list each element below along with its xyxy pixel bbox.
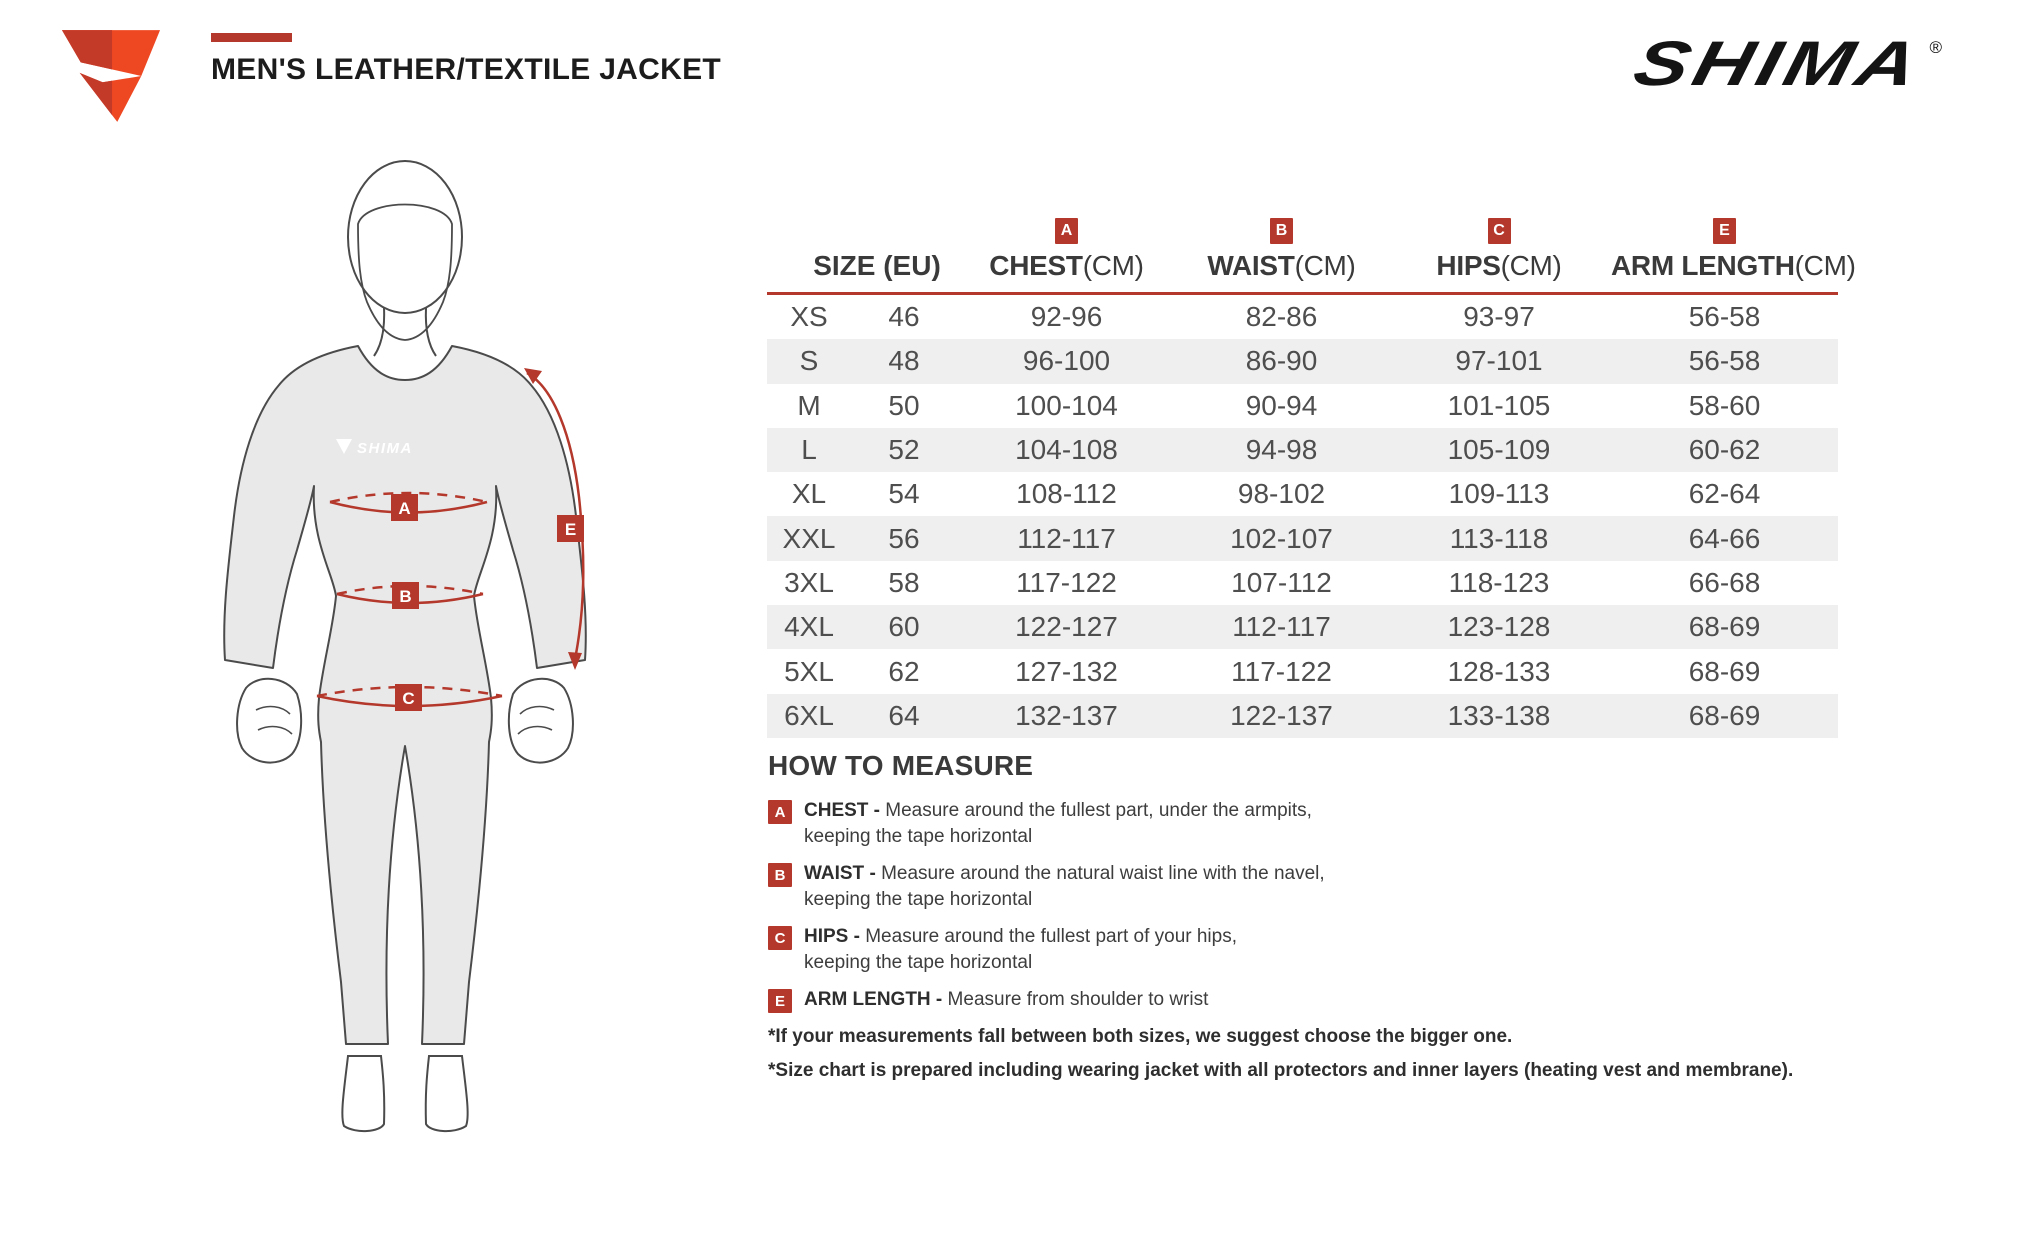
size-cell: S: [799, 345, 819, 377]
shima-triangle-logo-icon: [58, 28, 164, 124]
body-measurement-figure: [180, 142, 600, 1137]
footnote-2: *Size chart is prepared including wearing jacket with all protectors and inner layers (heating vest and membrane).: [768, 1060, 1794, 1081]
waist-cell: 94-98: [1245, 434, 1318, 466]
title-accent-bar: [211, 33, 292, 42]
eu-cell: 60: [888, 611, 920, 643]
chest-cell: 132-137: [1015, 699, 1118, 731]
size-cell: L: [801, 434, 817, 466]
waist-cell: 112-117: [1232, 611, 1331, 643]
size-table-body: [767, 295, 1838, 738]
table-row-6xl: [767, 694, 1838, 738]
chest-cell: 100-104: [1015, 389, 1118, 421]
eu-cell: 58: [888, 566, 920, 598]
column-badge: E: [1713, 218, 1736, 244]
chest-cell: 92-96: [1030, 301, 1103, 333]
svg-text:SHIMA: SHIMA: [357, 440, 413, 457]
hips-cell: 93-97: [1463, 301, 1535, 333]
chest-cell: 122-127: [1015, 611, 1118, 643]
column-header-arm-length: E ARM LENGTH(CM): [1611, 218, 1838, 282]
head-outline: [348, 161, 462, 313]
hips-cell: 118-123: [1448, 566, 1550, 598]
eu-cell: 54: [888, 478, 920, 510]
waist-cell: 86-90: [1245, 345, 1318, 377]
neck-line-left: [374, 308, 384, 356]
arm-length-cell: 66-68: [1688, 566, 1761, 598]
size-cell: 3XL: [784, 566, 834, 598]
footnotes: [768, 1024, 1868, 1084]
svg-text:B: B: [399, 587, 412, 606]
size-cell: 4XL: [784, 611, 834, 643]
hips-cell: 101-105: [1447, 389, 1551, 421]
eu-cell: 50: [888, 389, 920, 421]
waist-cell: 117-122: [1231, 655, 1332, 687]
table-row-s: [767, 339, 1838, 383]
size-cell: XS: [790, 301, 828, 333]
size-cell: M: [797, 389, 821, 421]
footnote-1: *If your measurements fall between both sizes, we suggest choose the bigger one.: [768, 1026, 1513, 1047]
arm-length-cell: 58-60: [1688, 389, 1761, 421]
arm-length-cell: 56-58: [1688, 345, 1761, 377]
how-to-measure-section: [768, 750, 1868, 1084]
hips-cell: 128-133: [1447, 655, 1551, 687]
measure-item-chest: [768, 798, 1868, 850]
column-header-hips: C HIPS(CM): [1387, 218, 1611, 282]
chest-cell: 108-112: [1016, 478, 1117, 510]
measure-item-badge: A: [768, 800, 792, 824]
measure-item-text: WAIST - Measure around the natural waist line with the navel, keeping the tape horizontal: [804, 863, 1325, 910]
size-table: [767, 218, 1856, 738]
measure-item-badge: E: [768, 989, 792, 1013]
column-badge: B: [1270, 218, 1293, 244]
measure-item-hips: [768, 924, 1868, 976]
hips-badge: [395, 684, 422, 711]
hips-cell: 105-109: [1447, 434, 1551, 466]
eu-cell: 62: [888, 655, 920, 687]
hips-cell: 97-101: [1455, 345, 1543, 377]
svg-text:C: C: [402, 689, 415, 708]
size-cell: 5XL: [784, 655, 834, 687]
svg-text:A: A: [398, 499, 411, 518]
arm-length-cell: 68-69: [1688, 655, 1761, 687]
left-hand: [237, 679, 301, 763]
how-to-measure-items: [768, 798, 1868, 1013]
eu-cell: 48: [888, 345, 920, 377]
waist-cell: 90-94: [1245, 389, 1318, 421]
chest-cell: 112-117: [1017, 522, 1116, 554]
table-row-xl: [767, 472, 1838, 516]
eu-cell: 52: [888, 434, 920, 466]
measure-item-arm-length: [768, 987, 1868, 1013]
size-table-header: [767, 218, 1856, 282]
arm-length-cell: 68-69: [1688, 699, 1761, 731]
right-hand: [509, 679, 573, 763]
arm-length-cell: 60-62: [1688, 434, 1761, 466]
chest-badge: [391, 494, 418, 521]
column-badge: C: [1488, 218, 1511, 244]
arm-length-cell: 62-64: [1688, 478, 1761, 510]
eu-cell: 56: [888, 522, 920, 554]
measure-item-badge: C: [768, 926, 792, 950]
how-to-measure-heading: HOW TO MEASURE: [768, 750, 1034, 781]
page-title: MEN'S LEATHER/TEXTILE JACKET: [211, 53, 722, 86]
measure-item-badge: B: [768, 863, 792, 887]
chest-cell: 127-132: [1015, 655, 1118, 687]
svg-text:E: E: [564, 520, 577, 539]
measure-item-text: HIPS - Measure around the fullest part of your hips, keeping the tape horizontal: [804, 926, 1237, 973]
waist-badge: [392, 582, 419, 609]
table-row-3xl: [767, 561, 1838, 605]
right-foot: [426, 1056, 468, 1131]
column-badge: A: [1055, 218, 1078, 244]
left-foot: [342, 1056, 384, 1131]
measure-item-text: ARM LENGTH - Measure from shoulder to wrist: [804, 989, 1209, 1010]
chest-cell: 117-122: [1016, 566, 1117, 598]
waist-cell: 122-137: [1230, 699, 1333, 731]
size-eu-header: SIZE (EU): [813, 250, 941, 281]
hips-cell: 113-118: [1449, 522, 1549, 554]
measure-item-text: CHEST - Measure around the fullest part, under the armpits, keeping the tape horizontal: [804, 800, 1312, 847]
chest-cell: 104-108: [1015, 434, 1118, 466]
registered-trademark-symbol: ®: [1929, 38, 1942, 57]
chest-cell: 96-100: [1022, 345, 1111, 377]
waist-cell: 98-102: [1237, 478, 1326, 510]
eu-cell: 46: [888, 301, 920, 333]
table-row-4xl: [767, 605, 1838, 649]
table-row-l: [767, 428, 1838, 472]
waist-cell: 82-86: [1245, 301, 1318, 333]
size-cell: 6XL: [784, 699, 834, 731]
size-cell: XXL: [782, 522, 836, 554]
arm-length-cell: 64-66: [1688, 522, 1761, 554]
size-cell: XL: [791, 478, 827, 510]
measure-item-waist: [768, 861, 1868, 913]
hips-cell: 123-128: [1447, 611, 1551, 643]
table-row-5xl: [767, 649, 1838, 693]
column-header-waist: B WAIST(CM): [1176, 218, 1387, 282]
waist-cell: 107-112: [1231, 566, 1332, 598]
shima-wordmark: SHIMA: [1626, 29, 1930, 99]
arm-length-cell: 68-69: [1688, 611, 1761, 643]
arm-length-cell: 56-58: [1688, 301, 1761, 333]
eu-cell: 64: [888, 699, 920, 731]
table-row-xs: [767, 295, 1838, 339]
column-header-chest: A CHEST(CM): [957, 218, 1176, 282]
neck-line-right: [426, 308, 436, 356]
waist-cell: 102-107: [1230, 522, 1333, 554]
table-row-m: [767, 384, 1838, 428]
hips-cell: 109-113: [1448, 478, 1550, 510]
hips-cell: 133-138: [1447, 699, 1551, 731]
table-row-xxl: [767, 516, 1838, 560]
arm-length-badge: [557, 515, 584, 542]
